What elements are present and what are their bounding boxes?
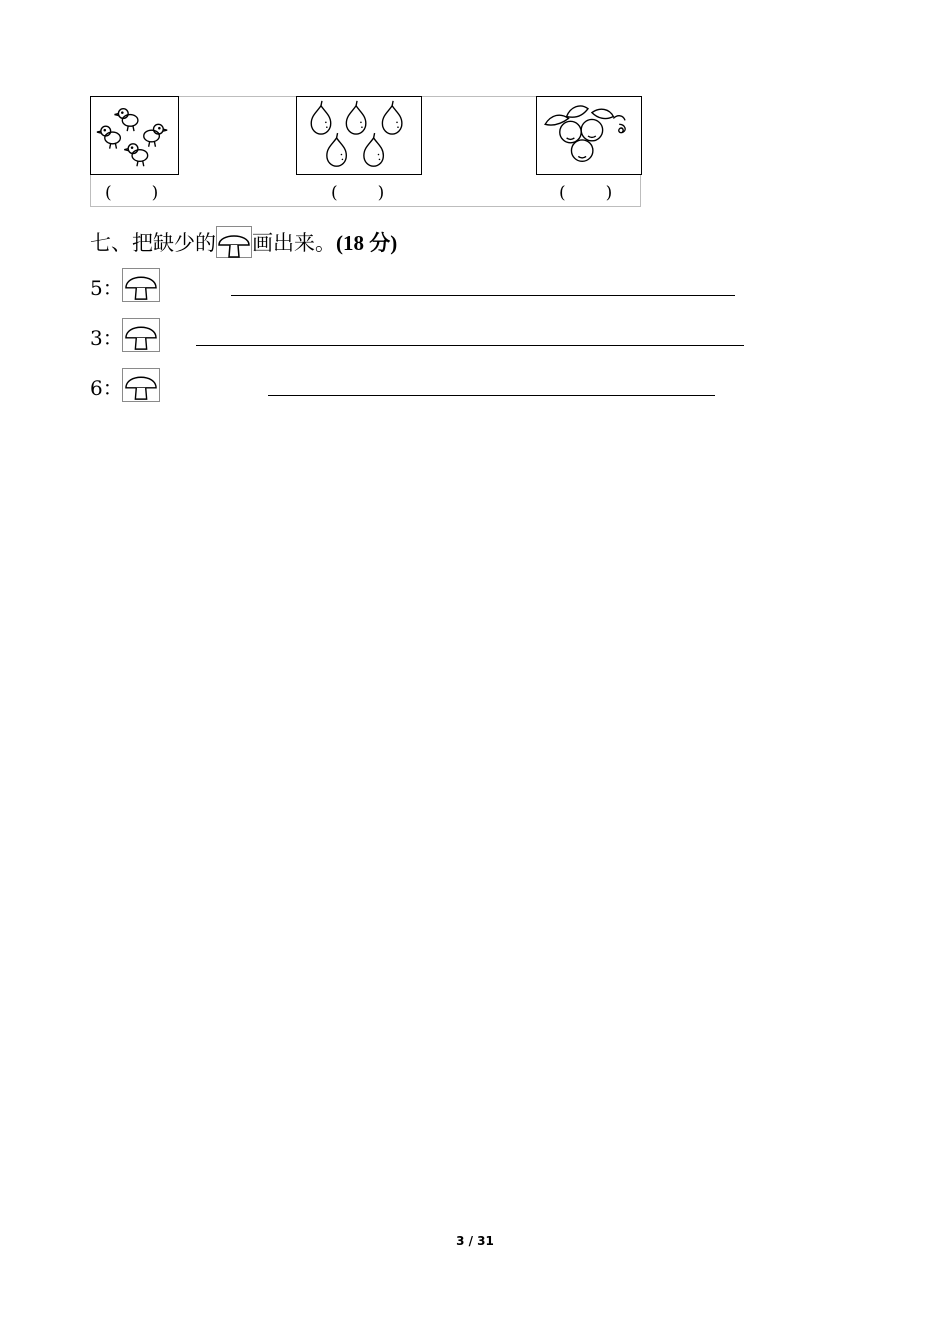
heading-score: (18 分) <box>336 231 398 255</box>
answer-row-3 <box>90 318 750 354</box>
row-number: 5： <box>90 276 123 300</box>
mushroom-icon <box>122 368 160 402</box>
paren-open: ( <box>105 183 112 203</box>
row-number: 3： <box>90 326 123 350</box>
heading-suffix: 画出来。 <box>252 231 336 255</box>
mushroom-icon <box>216 226 252 258</box>
row-number: 6： <box>90 376 123 400</box>
page-number: 3 / 31 <box>456 1234 494 1248</box>
counting-panel <box>90 96 641 207</box>
mushroom-icon <box>122 318 160 352</box>
drawing-answer-line[interactable] <box>196 345 744 346</box>
answer-row-5 <box>90 268 750 304</box>
heading-prefix: 七、把缺少的 <box>90 231 216 255</box>
chick-icon <box>91 97 178 174</box>
paren-open: ( <box>331 183 338 203</box>
fruit-bunch-picture-box <box>536 96 642 175</box>
pear-icon <box>297 97 421 174</box>
answer-row-6 <box>90 368 750 404</box>
paren-close: ) <box>151 183 159 203</box>
pears-picture-box <box>296 96 422 175</box>
paren-close: ) <box>605 183 613 203</box>
mushroom-icon <box>122 268 160 302</box>
answer-parentheses-3 <box>559 183 612 203</box>
answer-parentheses-1 <box>105 183 158 203</box>
fruit-bunch-icon <box>537 97 641 174</box>
section-heading <box>90 226 397 258</box>
drawing-answer-line[interactable] <box>268 395 715 396</box>
answer-parentheses-2 <box>331 183 384 203</box>
drawing-answer-line[interactable] <box>231 295 735 296</box>
chicks-picture-box <box>90 96 179 175</box>
paren-close: ) <box>377 183 385 203</box>
paren-open: ( <box>559 183 566 203</box>
